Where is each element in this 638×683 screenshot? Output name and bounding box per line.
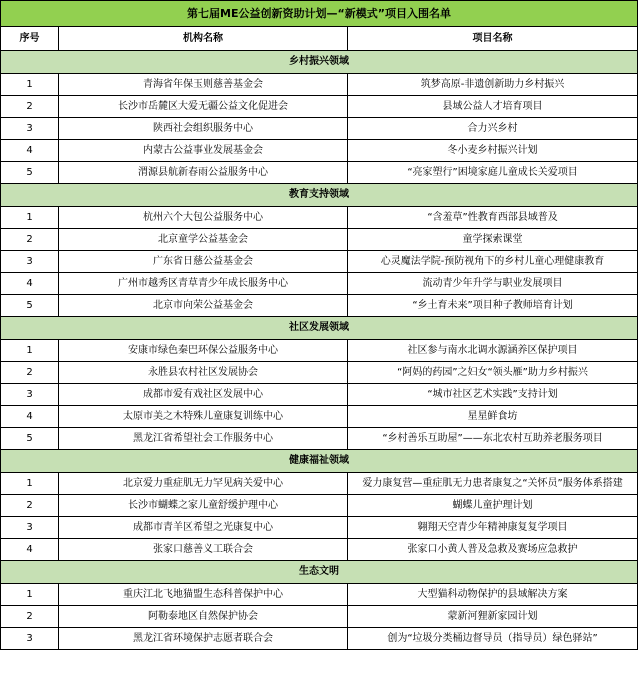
row-project-name: 心灵魔法学院-预防视角下的乡村儿童心理健康教育: [348, 251, 638, 273]
row-seq: 4: [1, 273, 59, 295]
row-project-name: 爱力康复营—重症肌无力患者康复之“关怀员”服务体系搭建: [348, 473, 638, 495]
row-seq: 4: [1, 140, 59, 162]
table-row: [1, 428, 638, 450]
row-org-name: 杭州六个大包公益服务中心: [59, 207, 348, 229]
section-row: [1, 317, 638, 340]
row-org-name: 内蒙古公益事业发展基金会: [59, 140, 348, 162]
table-row: [1, 606, 638, 628]
row-seq: 4: [1, 539, 59, 561]
row-project-name: 冬小麦乡村振兴计划: [348, 140, 638, 162]
row-project-name: 筑梦高原-非遗创新助力乡村振兴: [348, 74, 638, 96]
section-row: [1, 51, 638, 74]
row-project-name: “乡村善乐互助屋”——东北农村互助养老服务项目: [348, 428, 638, 450]
table-row: [1, 473, 638, 495]
row-project-name: 童学探索课堂: [348, 229, 638, 251]
row-project-name: 社区参与南水北调水源涵养区保护项目: [348, 340, 638, 362]
table-row: [1, 517, 638, 539]
row-seq: 2: [1, 229, 59, 251]
header-org: 机构名称: [59, 27, 348, 51]
row-seq: 1: [1, 473, 59, 495]
row-org-name: 广东省日慈公益基金会: [59, 251, 348, 273]
section-title: 健康福祉领域: [1, 450, 638, 473]
row-project-name: 翱翔天空青少年精神康复复学项目: [348, 517, 638, 539]
row-seq: 3: [1, 384, 59, 406]
row-seq: 5: [1, 428, 59, 450]
row-project-name: 张家口小黄人普及急救及赛场应急救护: [348, 539, 638, 561]
row-project-name: 蒙新河狸新家园计划: [348, 606, 638, 628]
row-seq: 2: [1, 362, 59, 384]
row-project-name: “乡土育未来”项目种子教师培育计划: [348, 295, 638, 317]
table-row: [1, 384, 638, 406]
section-title: 社区发展领域: [1, 317, 638, 340]
header-seq: 序号: [1, 27, 59, 51]
table-row: [1, 229, 638, 251]
row-org-name: 成都市爱有戏社区发展中心: [59, 384, 348, 406]
section-title: 乡村振兴领域: [1, 51, 638, 74]
section-row: [1, 561, 638, 584]
table-row: [1, 406, 638, 428]
table-row: [1, 140, 638, 162]
table-row: [1, 74, 638, 96]
table-row: [1, 295, 638, 317]
table-row: [1, 340, 638, 362]
row-seq: 3: [1, 628, 59, 650]
row-org-name: 太原市美之木特殊儿童康复训练中心: [59, 406, 348, 428]
row-org-name: 长沙市蝴蝶之家儿童舒缓护理中心: [59, 495, 348, 517]
row-org-name: 张家口慈善义工联合会: [59, 539, 348, 561]
table-row: [1, 362, 638, 384]
row-project-name: 星星鲜食坊: [348, 406, 638, 428]
row-org-name: 成都市青羊区希望之光康复中心: [59, 517, 348, 539]
row-org-name: 陕西社会组织服务中心: [59, 118, 348, 140]
row-project-name: 蝴蝶儿童护理计划: [348, 495, 638, 517]
row-org-name: 黑龙江省环境保护志愿者联合会: [59, 628, 348, 650]
table-row: [1, 495, 638, 517]
row-project-name: 流动青少年升学与职业发展项目: [348, 273, 638, 295]
section-row: [1, 184, 638, 207]
row-project-name: “含羞草”性教育西部县域普及: [348, 207, 638, 229]
row-org-name: 安康市绿色秦巴环保公益服务中心: [59, 340, 348, 362]
row-seq: 1: [1, 207, 59, 229]
table-row: [1, 273, 638, 295]
header-project: 项目名称: [348, 27, 638, 51]
row-org-name: 北京市向荣公益基金会: [59, 295, 348, 317]
page-title: 第七届ME公益创新资助计划—“新模式”项目入围名单: [1, 1, 638, 27]
row-seq: 3: [1, 517, 59, 539]
row-org-name: 阿勒泰地区自然保护协会: [59, 606, 348, 628]
row-project-name: 合力兴乡村: [348, 118, 638, 140]
row-org-name: 青海省年保玉则慈善基金会: [59, 74, 348, 96]
row-seq: 5: [1, 295, 59, 317]
table-row: [1, 207, 638, 229]
row-seq: 2: [1, 96, 59, 118]
section-title: 生态文明: [1, 561, 638, 584]
row-seq: 3: [1, 118, 59, 140]
row-project-name: 创为“垃圾分类桶边督导员（指导员）绿色驿站”: [348, 628, 638, 650]
table-row: [1, 96, 638, 118]
table-row: [1, 584, 638, 606]
table-row: [1, 539, 638, 561]
section-title: 教育支持领域: [1, 184, 638, 207]
row-project-name: “城市社区艺术实践”支持计划: [348, 384, 638, 406]
row-seq: 1: [1, 584, 59, 606]
table-row: [1, 251, 638, 273]
row-seq: 1: [1, 340, 59, 362]
table-row: [1, 628, 638, 650]
row-project-name: 大型猫科动物保护的县域解决方案: [348, 584, 638, 606]
row-org-name: 北京爱力重症肌无力罕见病关爱中心: [59, 473, 348, 495]
title-row: [1, 1, 638, 27]
row-org-name: 北京童学公益基金会: [59, 229, 348, 251]
row-org-name: 黑龙江省希望社会工作服务中心: [59, 428, 348, 450]
header-row: [1, 27, 638, 51]
row-seq: 2: [1, 606, 59, 628]
row-org-name: 渭源县航新春雨公益服务中心: [59, 162, 348, 184]
row-org-name: 广州市越秀区青草青少年成长服务中心: [59, 273, 348, 295]
section-row: [1, 450, 638, 473]
row-project-name: “亮家塑行”困境家庭儿童成长关爱项目: [348, 162, 638, 184]
row-org-name: 长沙市岳麓区大爱无疆公益文化促进会: [59, 96, 348, 118]
row-org-name: 重庆江北飞地猫盟生态科普保护中心: [59, 584, 348, 606]
table-row: [1, 162, 638, 184]
row-seq: 2: [1, 495, 59, 517]
row-seq: 4: [1, 406, 59, 428]
row-seq: 5: [1, 162, 59, 184]
row-org-name: 永胜县农村社区发展协会: [59, 362, 348, 384]
row-project-name: 县域公益人才培育项目: [348, 96, 638, 118]
row-seq: 3: [1, 251, 59, 273]
table-row: [1, 118, 638, 140]
row-seq: 1: [1, 74, 59, 96]
row-project-name: “阿妈的药园”之妇女“领头雁”助力乡村振兴: [348, 362, 638, 384]
